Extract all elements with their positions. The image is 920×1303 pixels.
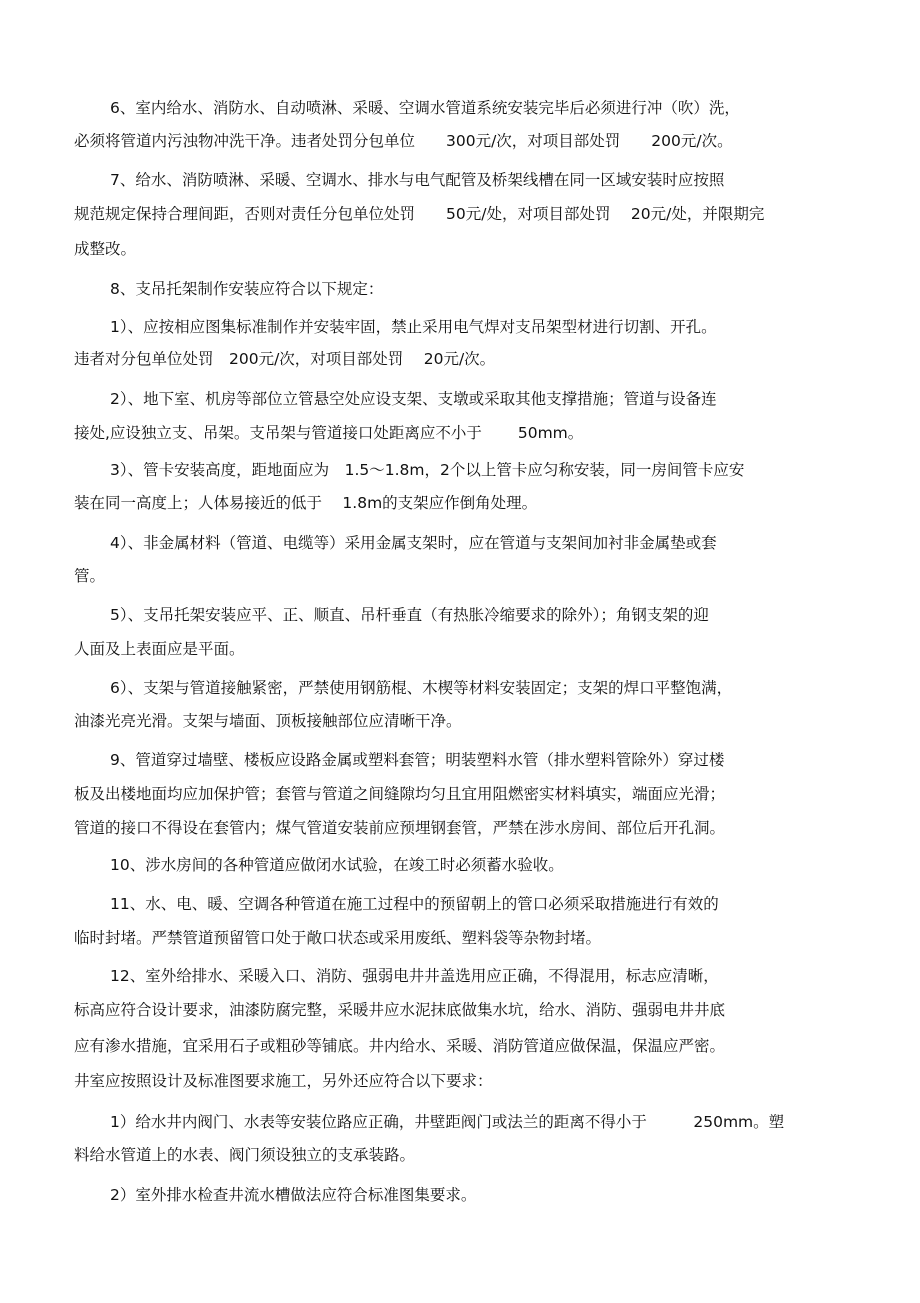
text-line: 10、涉水房间的各种管道应做闭水试验，在竣工时必须蓄水验收。: [110, 856, 564, 874]
text-line: 8、支吊托架制作安装应符合以下规定：: [110, 280, 384, 298]
text-line: 料给水管道上的水表、阀门须设独立的支承装路。: [74, 1146, 416, 1164]
text-line: 接处,应设独立支、吊架。支吊架与管道接口处距离应不小于 50mm。: [74, 424, 584, 442]
text-line: 9、管道穿过墙壁、楼板应设路金属或塑料套管；明装塑料水管（排水塑料管除外）穿过楼: [110, 751, 725, 769]
text-line: 规范规定保持合理间距，否则对责任分包单位处罚 50元/处，对项目部处罚 20元/处，并限期完: [74, 205, 765, 223]
text-line: 管道的接口不得设在套管内；煤气管道安装前应预埋钢套管，严禁在涉水房间、部位后开孔洞。: [74, 819, 726, 837]
text-line: 6、室内给水、消防水、自动喷淋、采暖、空调水管道系统安装完毕后必须进行冲（吹）洗，: [110, 99, 740, 117]
text-line: 12、室外给排水、采暖入口、消防、强弱电井井盖选用应正确，不得混用，标志应清晰，: [110, 967, 719, 985]
text-line: 标高应符合设计要求，油漆防腐完整，采暖井应水泥抹底做集水坑，给水、消防、强弱电井井底: [74, 1001, 726, 1019]
text-line: 6）、支架与管道接触紧密，严禁使用钢筋棍、木楔等材料安装固定；支架的焊口平整饱满，: [110, 679, 733, 697]
text-line: 7、给水、消防喷淋、采暖、空调水、排水与电气配管及桥架线槽在同一区域安装时应按照: [110, 171, 725, 189]
text-line: 管。: [74, 567, 106, 585]
text-line: 临时封堵。严禁管道预留管口处于敞口状态或采用废纸、塑料袋等杂物封堵。: [74, 929, 602, 947]
text-line: 必须将管道内污浊物冲洗干净。违者处罚分包单位 300元/次，对项目部处罚 200元/次。: [74, 132, 733, 150]
text-line: 成整改。: [74, 240, 137, 258]
text-line: 2）、地下室、机房等部位立管悬空处应设支架、支墩或采取其他支撑措施；管道与设备连: [110, 390, 717, 408]
text-line: 违者对分包单位处罚 200元/次，对项目部处罚 20元/次。: [74, 350, 496, 368]
text-line: 1）、应按相应图集标准制作并安装牢固，禁止采用电气焊对支吊架型材进行切割、开孔。: [110, 318, 717, 336]
text-line: 11、水、电、暖、空调各种管道在施工过程中的预留朝上的管口必须采取措施进行有效的: [110, 895, 719, 913]
text-line: 应有渗水措施，宜采用石子或粗砂等铺底。井内给水、采暖、消防管道应做保温，保温应严密。: [74, 1037, 726, 1055]
text-line: 2）室外排水检查井流水槽做法应符合标准图集要求。: [110, 1186, 477, 1204]
text-line: 人面及上表面应是平面。: [74, 640, 245, 658]
text-line: 5）、支吊托架安装应平、正、顺直、吊杆垂直（有热胀冷缩要求的除外）；角钢支架的迎: [110, 606, 709, 624]
text-line: 井室应按照设计及标准图要求施工，另外还应符合以下要求：: [74, 1072, 493, 1090]
text-line: 3）、管卡安装高度，距地面应为 1.5～1.8m，2个以上管卡应匀称安装，同一房间管卡应安: [110, 461, 745, 479]
text-line: 装在同一高度上；人体易接近的低于 1.8m的支架应作倒角处理。: [74, 494, 538, 512]
text-line: 板及出楼地面均应加保护管；套管与管道之间缝隙均匀且宜用阻燃密实材料填实，端面应光滑；: [74, 785, 726, 803]
text-line: 1）给水井内阀门、水表等安装位路应正确，井壁距阀门或法兰的距离不得小于 250mm。塑: [110, 1113, 785, 1131]
text-line: 4）、非金属材料（管道、电缆等）采用金属支架时，应在管道与支架间加衬非金属垫或套: [110, 534, 717, 552]
text-line: 油漆光亮光滑。支架与墙面、顶板接触部位应清晰干净。: [74, 712, 462, 730]
